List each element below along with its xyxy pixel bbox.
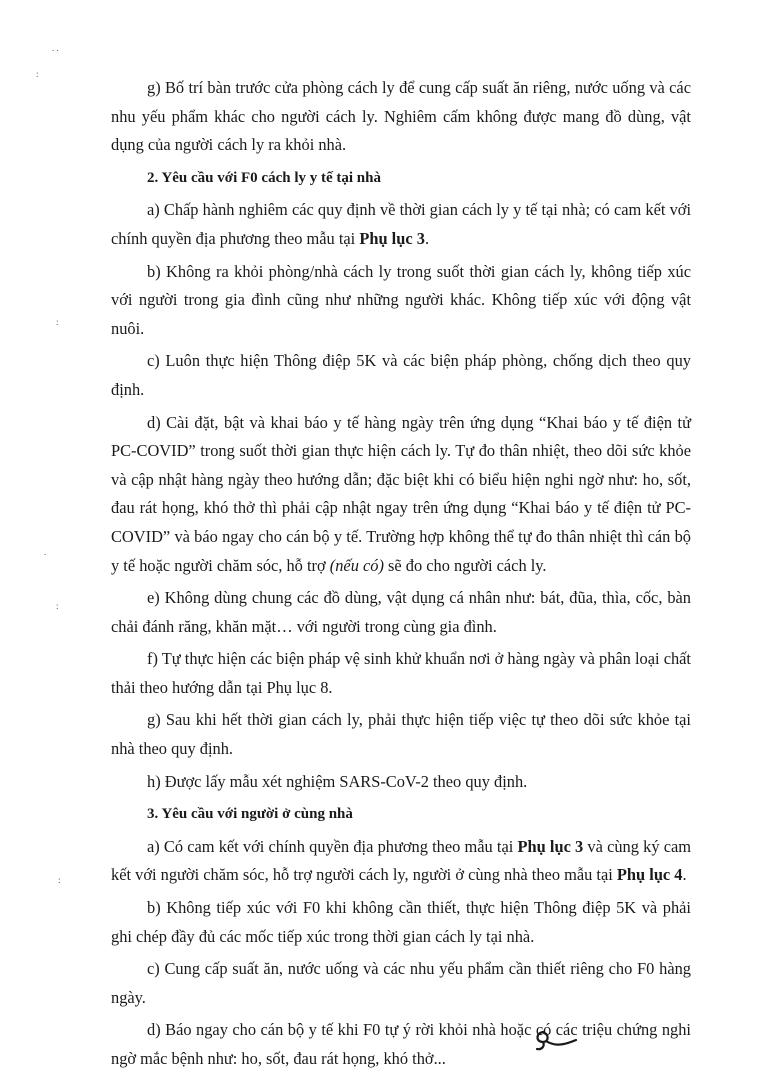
- if-any-note: (nếu có): [329, 555, 384, 575]
- paragraph-2d-text: d) Cài đặt, bật và khai báo y tế hàng ngày trên ứng dụng “Khai báo y tế điện tử PC-COVID” trong suốt thời gian thực hiện cách ly. Tự đo thân nhiệt, theo dõi sức khỏe và cập nhật hàng ngày theo hướng dẫn; đặc biệt khi có biểu hiện nghi ngờ như: ho, sốt, đau rát họng, khó thở thì phải cập nhật ngay trên ứng dụng “Khai báo y tế điện tử PC-COVID” và báo ngay cho cán bộ y tế. Trường hợp không thể tự đo thân nhiệt thì cán bộ y tế hoặc người chăm sóc, hỗ trợ: [111, 412, 691, 575]
- paragraph-g-setup-table: g) Bố trí bàn trước cửa phòng cách ly để cung cấp suất ăn riêng, nước uống và các nhu yếu phẩm khác cho người cách ly. Nghiêm cấm không được mang đồ dùng, vật dụng của người cách ly ra khỏi nhà.: [111, 78, 691, 155]
- appendix-3-ref: Phụ lục 3: [359, 228, 425, 248]
- paragraph-3a-mid: và cùng ký cam kết với người chăm sóc, hỗ trợ người cách ly, người ở cùng nhà theo mẫu tại: [111, 836, 691, 885]
- paragraph-3d: d) Báo ngay cho cán bộ y tế khi F0 tự ý rời khỏi nhà hoặc có các triệu chứng nghi ngờ mắc bệnh như: ho, sốt, đau rát họng, khó thở...: [111, 1020, 691, 1068]
- paragraph-2e: e) Không dùng chung các đồ dùng, vật dụng cá nhân như: bát, đũa, thìa, cốc, bàn chải đánh răng, khăn mặt… với người trong cùng gia đình.: [111, 588, 691, 636]
- paragraph-2c: c) Luôn thực hiện Thông điệp 5K và các biện pháp phòng, chống dịch theo quy định.: [111, 351, 691, 399]
- paragraph-2d: [111, 409, 691, 581]
- paragraph-2g: g) Sau khi hết thời gian cách ly, phải thực hiện tiếp việc tự theo dõi sức khỏe tại nhà theo quy định.: [111, 710, 691, 759]
- paragraph-2d-end: sẽ đo cho người cách ly.: [383, 555, 547, 575]
- paragraph-3a-end: .: [682, 865, 687, 885]
- paragraph-2b: b) Không ra khỏi phòng/nhà cách ly trong suốt thời gian cách ly, không tiếp xúc với người trong gia đình cũng như những người khác. Không tiếp xúc với động vật nuôi.: [111, 261, 691, 338]
- paragraph-2f: f) Tự thực hiện các biện pháp vệ sinh khử khuẩn nơi ở hàng ngày và phân loại chất thải theo hướng dẫn tại Phụ lục 8.: [111, 649, 691, 697]
- document-body: [111, 74, 691, 1074]
- paragraph-2a: [111, 196, 691, 253]
- appendix-3-ref-2: Phụ lục 3: [517, 836, 584, 856]
- paragraph-3b: b) Không tiếp xúc với F0 khi không cần thiết, thực hiện Thông điệp 5K và phải ghi chép đầy đủ các mốc tiếp xúc trong thời gian cách ly tại nhà.: [111, 898, 691, 946]
- section-heading-3: 3. Yêu cầu với người ở cùng nhà: [147, 806, 353, 823]
- section-heading-2: 2. Yêu cầu với F0 cách ly y tế tại nhà: [147, 169, 381, 186]
- paragraph-3a: [111, 833, 691, 890]
- appendix-4-ref: Phụ lục 4: [616, 865, 683, 885]
- initials-signature: [532, 1024, 584, 1054]
- paragraph-3c: c) Cung cấp suất ăn, nước uống và các nhu yếu phẩm cần thiết riêng cho F0 hàng ngày.: [111, 959, 691, 1007]
- paragraph-2a-text: a) Chấp hành nghiêm các quy định về thời gian cách ly y tế tại nhà; có cam kết với chính quyền địa phương theo mẫu tại: [111, 200, 691, 248]
- paragraph-2a-end: .: [424, 228, 430, 248]
- paragraph-3a-text: a) Có cam kết với chính quyền địa phương theo mẫu tại: [147, 836, 518, 856]
- paragraph-2h: h) Được lấy mẫu xét nghiệm SARS-CoV-2 theo quy định.: [147, 771, 528, 791]
- document-page: . . : : . : : g) Bố trí bàn trước cửa phòng cách ly để cung cấp suất ăn riêng, nước uống và các nhu yếu phẩm khác cho người cách ly. Nghiêm cấm không được mang đồ dùng, vật dụng của người cách ly ra khỏi nhà. 2. Yêu cầu với F0 cách ly y tế tại nhà a) Chấp hành nghiêm các quy định về thời gian cách ly y tế tại nhà; có cam kết với chính quyền địa phương theo mẫu tại Phụ lục 3. b) Không ra khỏi phòng/nhà cách ly trong suốt thời gian cách ly, không tiếp xúc với người trong gia đình cũng như những người khác. Không tiếp xúc với động vật nuôi. c) Luôn thực hiện Thông điệp 5K và các biện pháp phòng, chống dịch theo quy định. d) Cài đặt, bật và khai báo y tế hàng ngày trên ứng dụng “Khai báo y tế điện tử PC-COVID” trong suốt thời gian thực hiện cách ly. Tự đo thân nhiệt, theo dõi sức khỏe và cập nhật hàng ngày theo hướng dẫn; đặc biệt khi có biểu hiện nghi ngờ như: ho, sốt, đau rát họng, khó thở thì phải cập nhật ngay trên ứng dụng “Khai báo y tế điện tử PC-COVID” và báo ngay cho cán bộ y tế. Trường hợp không thể tự đo thân nhiệt thì cán bộ y tế hoặc người chăm sóc, hỗ trợ (nếu có) sẽ đo cho người cách ly. e) Không dùng chung các đồ dùng, vật dụng cá nhân như: bát, đũa, thìa, cốc, bàn chải đánh răng, khăn mặt… với người trong cùng gia đình. f) Tự thực hiện các biện pháp vệ sinh khử khuẩn nơi ở hàng ngày và phân loại chất thải theo hướng dẫn tại Phụ lục 8. g) Sau khi hết thời gian cách ly, phải thực hiện tiếp việc tự theo dõi sức khỏe tại nhà theo quy định. h) Được lấy mẫu xét nghiệm SARS-CoV-2 theo quy định. 3. Yêu cầu với người ở cùng nhà a) Có cam kết với chính quyền địa phương theo mẫu tại Phụ lục 3 và cùng ký cam kết với người chăm sóc, hỗ trợ người cách ly, người ở cùng nhà theo mẫu tại Phụ lục 4. b) Không tiếp xúc với F0 khi không cần thiết, thực hiện Thông điệp 5K và phải ghi chép đầy đủ các mốc tiếp xúc trong thời gian cách ly tại nhà. c) Cung cấp suất ăn, nước uống và các nhu yếu phẩm cần thiết riêng cho F0 hàng ngày. d) Báo ngay cho cán bộ y tế khi F0 tự ý rời khỏi nhà hoặc có các triệu chứng nghi ngờ mắc bệnh như: ho, sốt, đau rát họng, khó thở...: [0, 0, 762, 1080]
